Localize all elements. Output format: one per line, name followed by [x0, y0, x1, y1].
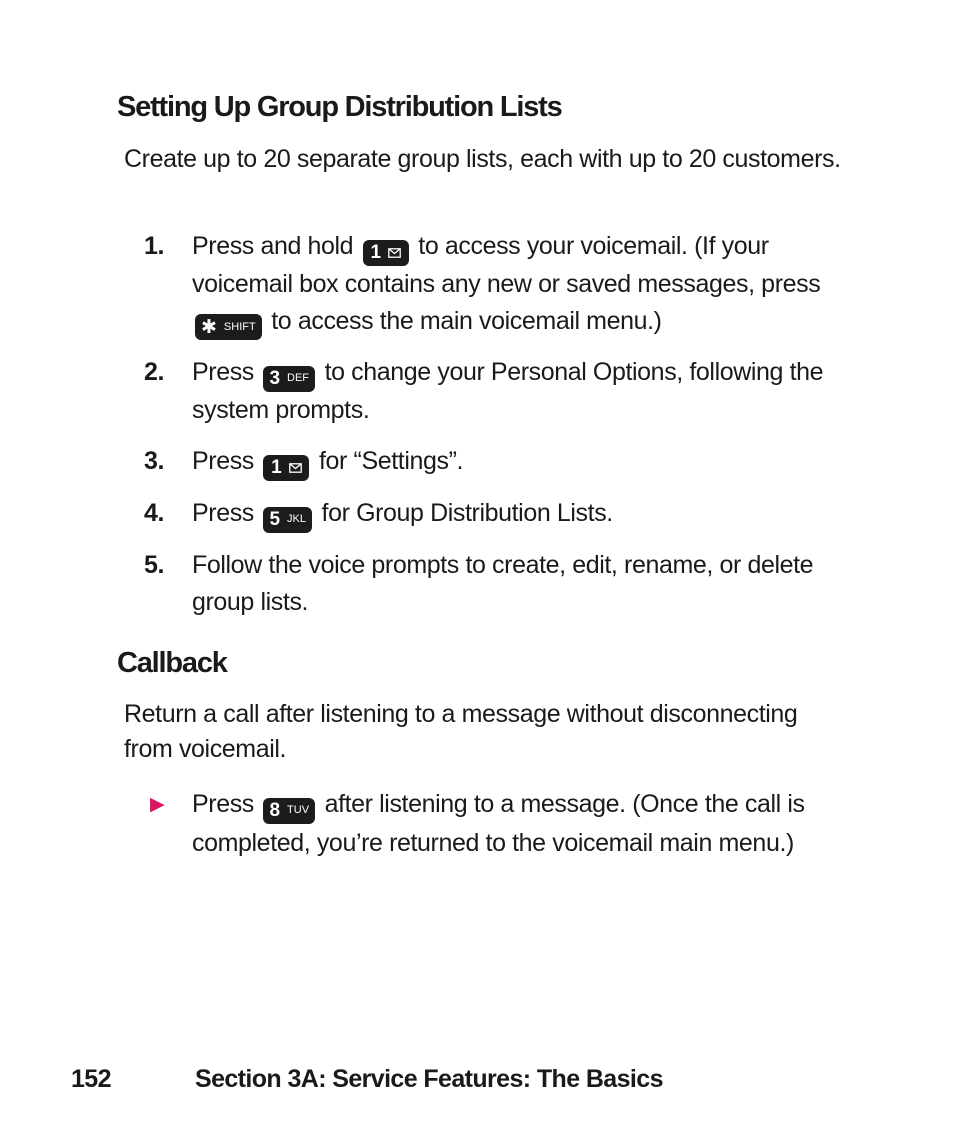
section-intro-callback: Return a call after listening to a message without disconnecting from voicemail. [124, 700, 798, 763]
section-intro-group-lists: Create up to 20 separate group lists, each with up to 20 customers. [124, 145, 841, 173]
step-1 [144, 228, 864, 340]
key-3-button [263, 366, 315, 392]
step-text: Press [192, 447, 254, 475]
section-title-callback: Callback [117, 647, 227, 679]
key-letters: SHIFT [223, 320, 256, 333]
key-1-button [363, 240, 409, 266]
step-text: to access the main voicemail menu.) [271, 306, 662, 335]
step-text: Press [192, 790, 254, 818]
step-number: 2. [144, 358, 165, 386]
step-text: after listening to a message. (Once the call is completed, you’re returned to the voicemail main menu.) [192, 790, 805, 857]
step-text: Follow the voice prompts to create, edit, rename, or delete group lists. [192, 551, 814, 616]
envelope-icon [289, 463, 302, 473]
key-digit: 1 [271, 457, 282, 478]
step-text: for Group Distribution Lists. [321, 499, 613, 527]
step-text: to change your Personal Options, following the system prompts. [192, 358, 824, 424]
step-number: 4. [144, 499, 165, 527]
step-number: 1. [144, 232, 165, 260]
step-text: to access your voicemail. (If your voicemail box contains any new or saved messages, press [192, 232, 821, 298]
key-shift-button [195, 314, 262, 340]
key-8-button [263, 798, 315, 824]
step-3 [144, 443, 864, 481]
key-letters: JKL [287, 513, 306, 525]
step-text: Press and hold [192, 232, 354, 260]
step-4 [144, 495, 864, 533]
key-1-button [263, 455, 309, 481]
step-text: Press [192, 358, 254, 386]
triangle-bullet-icon: ▶ [150, 794, 165, 815]
step-2 [144, 354, 864, 429]
step-5 [144, 547, 864, 621]
key-digit: 1 [370, 242, 382, 263]
step-number: 5. [144, 551, 165, 579]
key-digit: 3 [269, 368, 281, 389]
key-digit: 8 [269, 800, 281, 821]
key-digit: 5 [269, 509, 281, 530]
section-title-group-lists: Setting Up Group Distribution Lists [117, 91, 562, 123]
callback-bullet [144, 785, 864, 863]
key-5-button [263, 507, 312, 533]
key-letters: TUV [287, 804, 310, 816]
page-footer [71, 1064, 663, 1094]
step-text: Press [192, 499, 254, 527]
page-number: 152 [71, 1065, 111, 1093]
step-number: 3. [144, 447, 165, 475]
envelope-icon [388, 248, 401, 258]
key-letters: DEF [287, 372, 310, 384]
step-text: for “Settings”. [319, 447, 464, 475]
footer-section-title: Section 3A: Service Features: The Basics [195, 1065, 663, 1093]
asterisk-icon: ✱ [201, 316, 217, 338]
